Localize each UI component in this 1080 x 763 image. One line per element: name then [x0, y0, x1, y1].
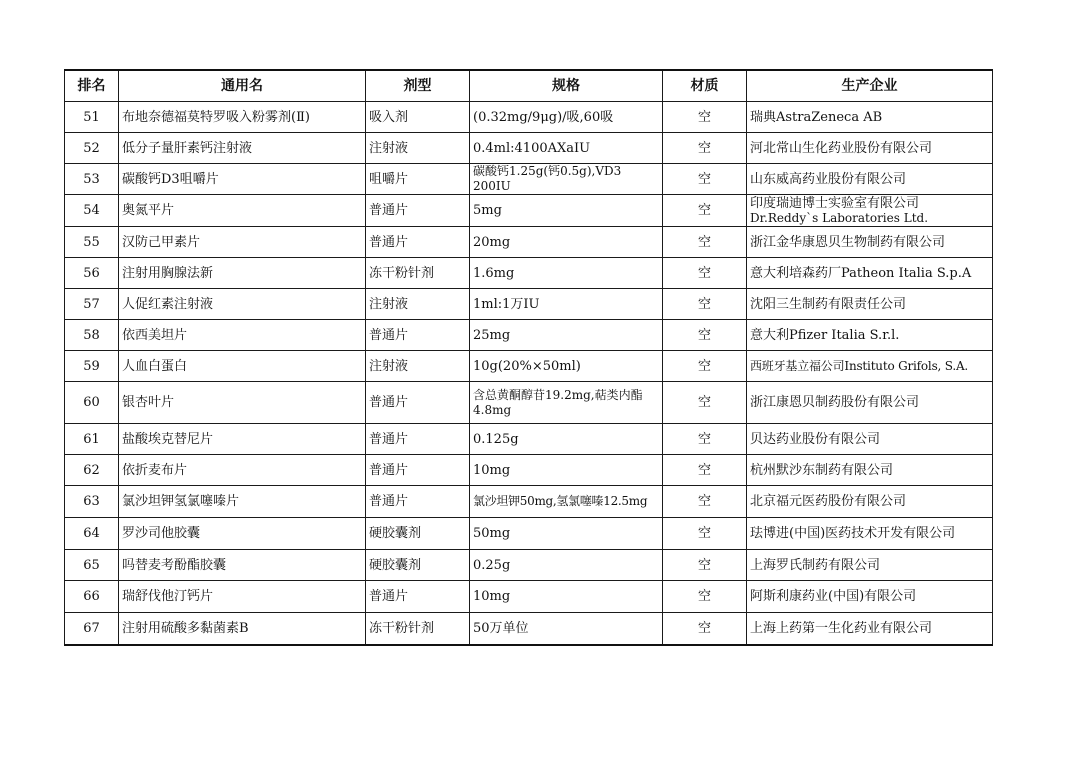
cell-manufacturer: 贝达药业股份有限公司	[747, 424, 993, 455]
cell-specification: 10mg	[470, 455, 663, 486]
cell-material: 空	[663, 227, 747, 258]
cell-generic-name: 瑞舒伐他汀钙片	[119, 581, 366, 613]
cell-rank: 52	[65, 133, 119, 164]
cell-specification: 50mg	[470, 518, 663, 550]
cell-generic-name: 注射用硫酸多黏菌素B	[119, 613, 366, 646]
cell-specification: 10g(20%×50ml)	[470, 351, 663, 382]
cell-manufacturer	[747, 195, 993, 227]
cell-rank: 62	[65, 455, 119, 486]
header-dosage-form: 剂型	[366, 70, 470, 102]
cell-material: 空	[663, 133, 747, 164]
cell-manufacturer: 意大利培森药厂Patheon Italia S.p.A	[747, 258, 993, 289]
table-row	[65, 164, 993, 195]
table-header-row	[65, 70, 993, 102]
table-row	[65, 486, 993, 518]
cell-dosage-form: 普通片	[366, 424, 470, 455]
cell-manufacturer: 杭州默沙东制药有限公司	[747, 455, 993, 486]
cell-generic-name: 人血白蛋白	[119, 351, 366, 382]
cell-specification: 20mg	[470, 227, 663, 258]
cell-generic-name: 吗替麦考酚酯胶囊	[119, 550, 366, 581]
manufacturer-line-cn: 印度瑞迪博士实验室有限公司	[750, 195, 920, 211]
cell-manufacturer: 珐博进(中国)医药技术开发有限公司	[747, 518, 993, 550]
cell-material: 空	[663, 581, 747, 613]
cell-specification: 1.6mg	[470, 258, 663, 289]
cell-rank: 57	[65, 289, 119, 320]
cell-rank: 63	[65, 486, 119, 518]
cell-material: 空	[663, 613, 747, 646]
table-row	[65, 227, 993, 258]
cell-manufacturer: 意大利Pfizer Italia S.r.l.	[747, 320, 993, 351]
cell-manufacturer: 上海罗氏制药有限公司	[747, 550, 993, 581]
cell-specification: (0.32mg/9μg)/吸,60吸	[470, 102, 663, 133]
manufacturer-line-en: Dr.Reddy`s Laboratories Ltd.	[750, 210, 929, 225]
cell-material: 空	[663, 320, 747, 351]
cell-specification: 0.25g	[470, 550, 663, 581]
cell-generic-name: 奥氮平片	[119, 195, 366, 227]
cell-specification: 0.4ml:4100AXaIU	[470, 133, 663, 164]
header-rank: 排名	[65, 70, 119, 102]
cell-specification: 25mg	[470, 320, 663, 351]
cell-rank: 53	[65, 164, 119, 195]
cell-rank: 55	[65, 227, 119, 258]
cell-specification: 1ml:1万IU	[470, 289, 663, 320]
cell-dosage-form: 冻干粉针剂	[366, 613, 470, 646]
cell-specification: 0.125g	[470, 424, 663, 455]
table-row	[65, 518, 993, 550]
cell-dosage-form: 普通片	[366, 227, 470, 258]
cell-rank: 56	[65, 258, 119, 289]
cell-generic-name: 银杏叶片	[119, 382, 366, 424]
cell-generic-name: 低分子量肝素钙注射液	[119, 133, 366, 164]
cell-manufacturer: 阿斯利康药业(中国)有限公司	[747, 581, 993, 613]
cell-dosage-form: 普通片	[366, 195, 470, 227]
cell-material: 空	[663, 550, 747, 581]
specification-line-1: 含总黄酮醇苷19.2mg,萜类内酯	[473, 387, 643, 402]
cell-dosage-form: 普通片	[366, 486, 470, 518]
cell-generic-name: 人促红素注射液	[119, 289, 366, 320]
cell-dosage-form: 注射液	[366, 351, 470, 382]
document-sheet	[64, 69, 992, 646]
cell-dosage-form: 硬胶囊剂	[366, 550, 470, 581]
cell-manufacturer: 上海上药第一生化药业有限公司	[747, 613, 993, 646]
cell-specification: 碳酸钙1.25g(钙0.5g),VD3 200IU	[470, 164, 663, 195]
cell-material: 空	[663, 289, 747, 320]
cell-manufacturer: 山东威高药业股份有限公司	[747, 164, 993, 195]
cell-dosage-form: 咀嚼片	[366, 164, 470, 195]
table-row	[65, 258, 993, 289]
table-row	[65, 550, 993, 581]
table-row	[65, 455, 993, 486]
cell-dosage-form: 硬胶囊剂	[366, 518, 470, 550]
cell-material: 空	[663, 518, 747, 550]
cell-material: 空	[663, 455, 747, 486]
cell-dosage-form: 冻干粉针剂	[366, 258, 470, 289]
cell-manufacturer: 瑞典AstraZeneca AB	[747, 102, 993, 133]
cell-generic-name: 注射用胸腺法新	[119, 258, 366, 289]
cell-generic-name: 布地奈德福莫特罗吸入粉雾剂(Ⅱ)	[119, 102, 366, 133]
cell-manufacturer: 浙江康恩贝制药股份有限公司	[747, 382, 993, 424]
cell-manufacturer: 沈阳三生制药有限责任公司	[747, 289, 993, 320]
cell-dosage-form: 注射液	[366, 289, 470, 320]
cell-dosage-form: 注射液	[366, 133, 470, 164]
cell-material: 空	[663, 258, 747, 289]
cell-material: 空	[663, 195, 747, 227]
table-row	[65, 382, 993, 424]
cell-generic-name: 罗沙司他胶囊	[119, 518, 366, 550]
cell-generic-name: 依折麦布片	[119, 455, 366, 486]
cell-material: 空	[663, 424, 747, 455]
cell-generic-name: 氯沙坦钾氢氯噻嗪片	[119, 486, 366, 518]
header-material: 材质	[663, 70, 747, 102]
table-row	[65, 320, 993, 351]
cell-rank: 54	[65, 195, 119, 227]
cell-rank: 65	[65, 550, 119, 581]
cell-material: 空	[663, 351, 747, 382]
header-generic-name: 通用名	[119, 70, 366, 102]
cell-dosage-form: 吸入剂	[366, 102, 470, 133]
table-row	[65, 195, 993, 227]
cell-specification: 氯沙坦钾50mg,氢氯噻嗪12.5mg	[470, 486, 663, 518]
table-row	[65, 613, 993, 646]
cell-rank: 51	[65, 102, 119, 133]
cell-generic-name: 盐酸埃克替尼片	[119, 424, 366, 455]
cell-manufacturer: 浙江金华康恩贝生物制药有限公司	[747, 227, 993, 258]
cell-rank: 66	[65, 581, 119, 613]
table-row	[65, 289, 993, 320]
cell-rank: 61	[65, 424, 119, 455]
cell-dosage-form: 普通片	[366, 455, 470, 486]
cell-specification	[470, 382, 663, 424]
cell-manufacturer: 河北常山生化药业股份有限公司	[747, 133, 993, 164]
cell-rank: 67	[65, 613, 119, 646]
cell-manufacturer: 西班牙基立福公司Instituto Grifols, S.A.	[747, 351, 993, 382]
table-row	[65, 581, 993, 613]
table-row	[65, 133, 993, 164]
cell-manufacturer: 北京福元医药股份有限公司	[747, 486, 993, 518]
cell-material: 空	[663, 486, 747, 518]
header-specification: 规格	[470, 70, 663, 102]
cell-rank: 60	[65, 382, 119, 424]
cell-generic-name: 汉防己甲素片	[119, 227, 366, 258]
cell-specification: 10mg	[470, 581, 663, 613]
cell-dosage-form: 普通片	[366, 320, 470, 351]
table-row	[65, 424, 993, 455]
table-row	[65, 102, 993, 133]
cell-specification: 50万单位	[470, 613, 663, 646]
cell-dosage-form: 普通片	[366, 581, 470, 613]
cell-generic-name: 碳酸钙D3咀嚼片	[119, 164, 366, 195]
cell-rank: 64	[65, 518, 119, 550]
specification-line-2: 4.8mg	[473, 402, 512, 417]
cell-specification: 5mg	[470, 195, 663, 227]
cell-material: 空	[663, 164, 747, 195]
header-manufacturer: 生产企业	[747, 70, 993, 102]
cell-rank: 59	[65, 351, 119, 382]
cell-generic-name: 依西美坦片	[119, 320, 366, 351]
table-row	[65, 351, 993, 382]
cell-dosage-form: 普通片	[366, 382, 470, 424]
cell-material: 空	[663, 102, 747, 133]
drug-ranking-table	[64, 69, 993, 646]
cell-rank: 58	[65, 320, 119, 351]
cell-material: 空	[663, 382, 747, 424]
